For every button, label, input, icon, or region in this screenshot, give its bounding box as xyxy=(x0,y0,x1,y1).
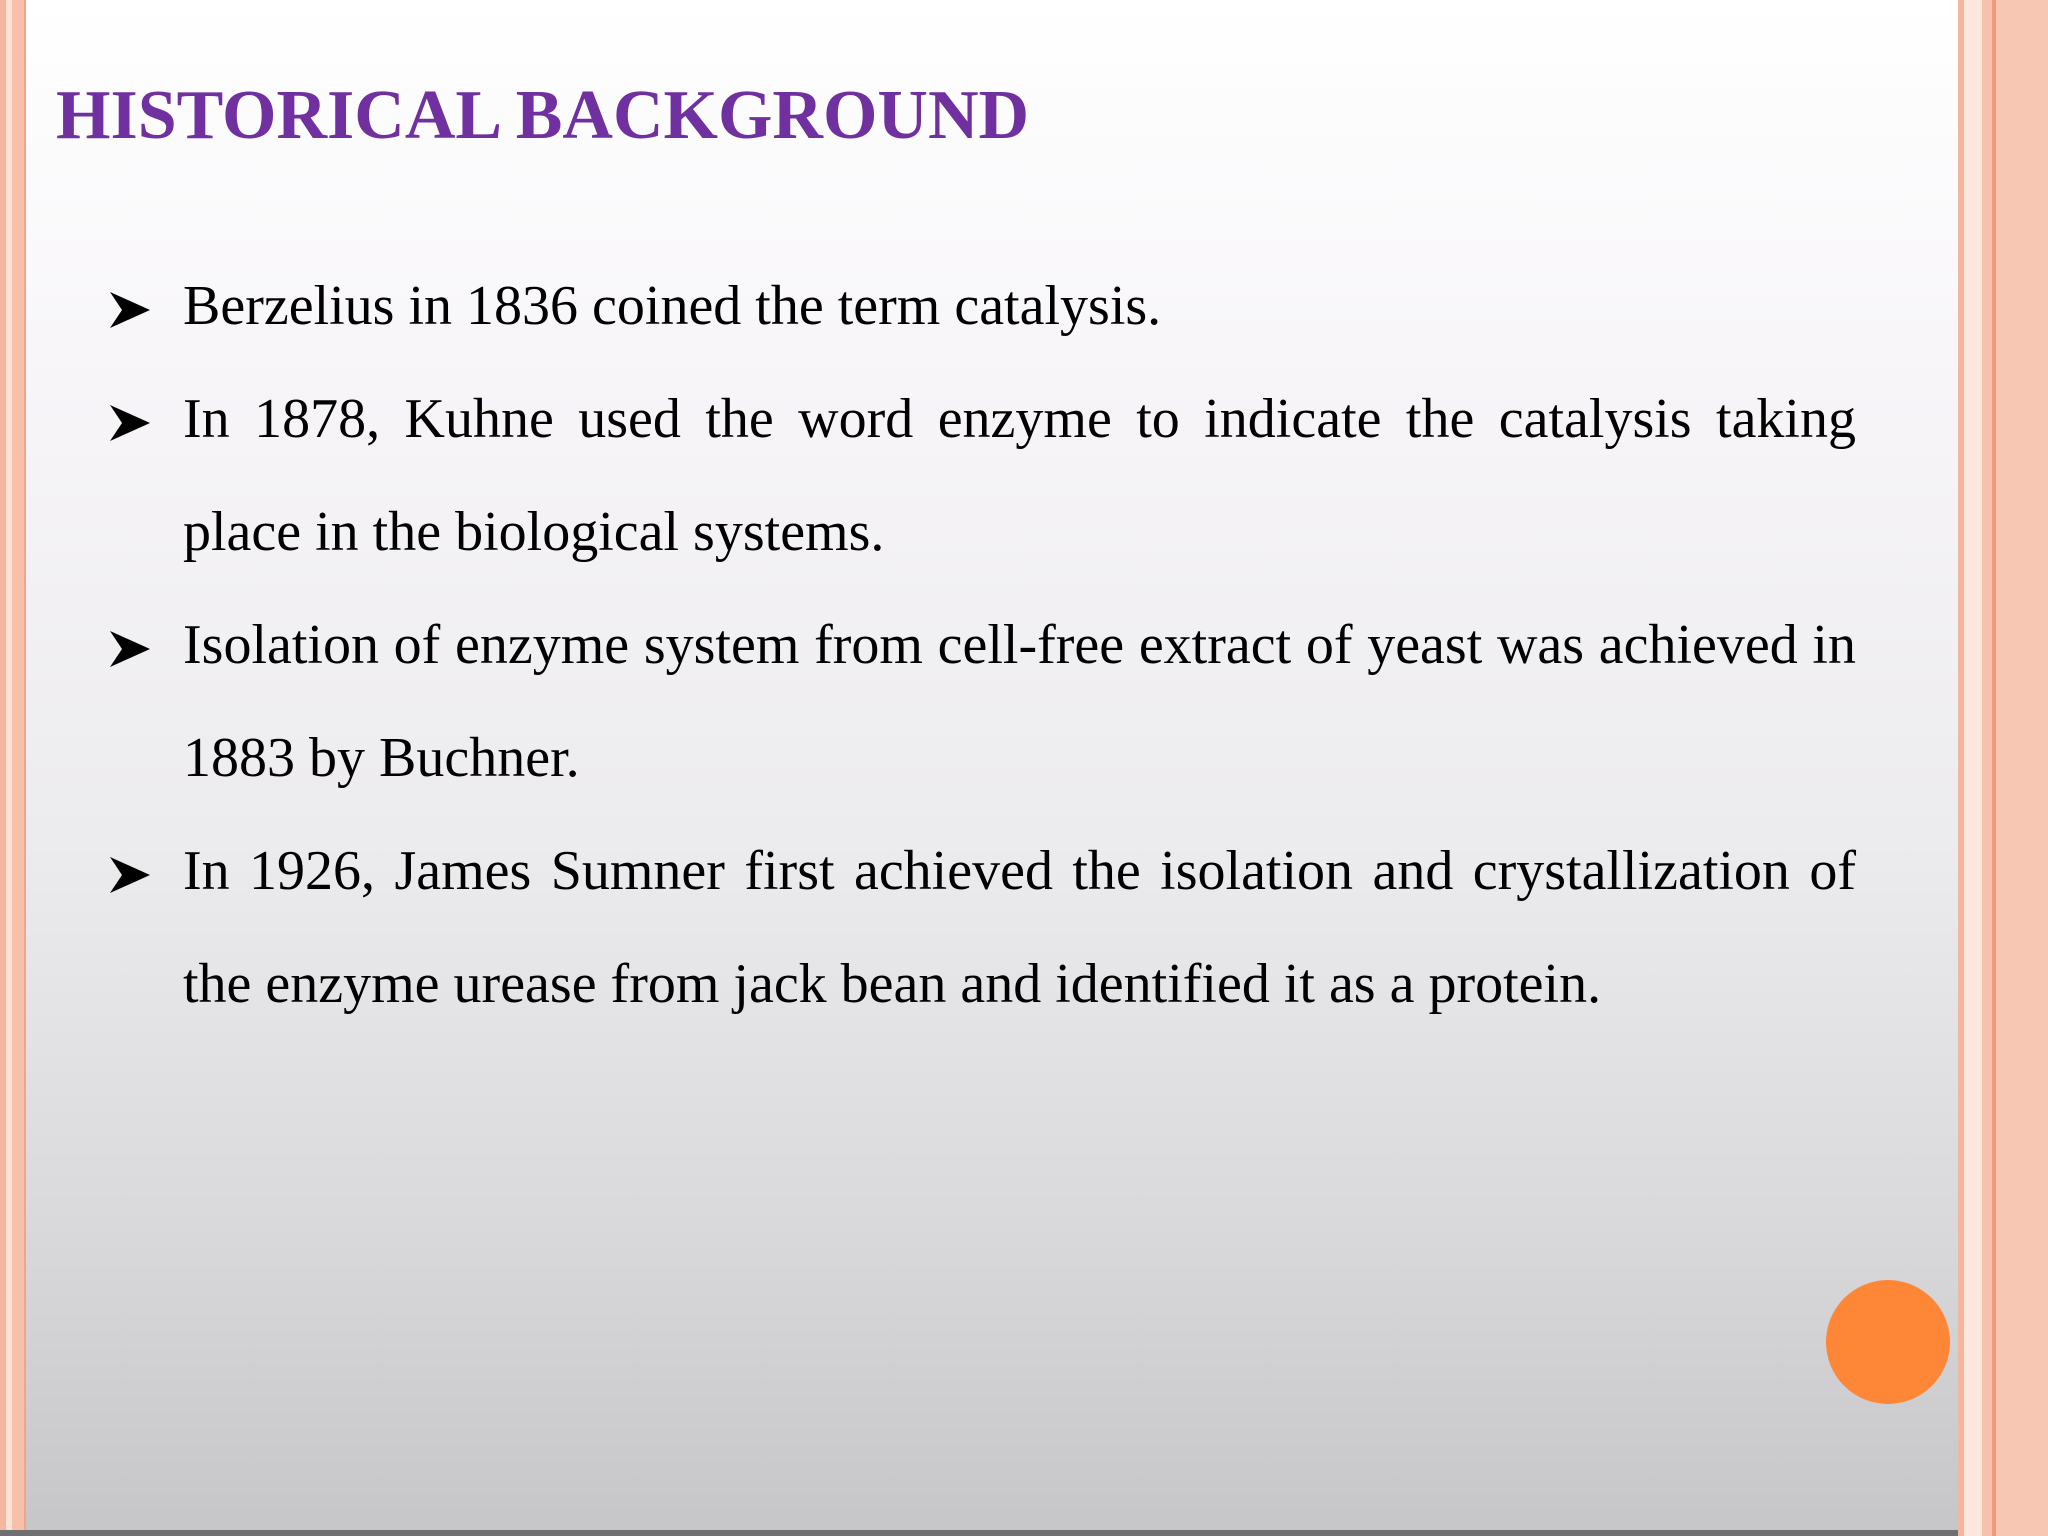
slide-title: HISTORICAL BACKGROUND xyxy=(56,77,1030,154)
right-border-stripe xyxy=(1964,0,1982,1536)
bottom-border-line xyxy=(0,1530,1958,1536)
arrowhead-bullet-icon xyxy=(108,855,152,895)
bullet-text: In 1878, Kuhne used the word enzyme to indicate the catalysis taking place in the biological systems. xyxy=(183,388,1856,563)
bullet-text: Isolation of enzyme system from cell-free extract of yeast was achieved in 1883 by Buchner. xyxy=(183,614,1856,789)
bullet-text: In 1926, James Sumner first achieved the isolation and crystallization of the enzyme urease from jack bean and identified it as a protein. xyxy=(183,840,1856,1015)
bullet-text: Berzelius in 1836 coined the term catalysis. xyxy=(183,275,1162,337)
arrowhead-bullet-icon xyxy=(108,629,152,669)
arrowhead-bullet-icon xyxy=(108,290,152,330)
bullet-list xyxy=(108,250,1856,1041)
bullet-item xyxy=(108,250,1856,363)
right-border-band xyxy=(1982,0,2048,1536)
bullet-item xyxy=(108,589,1856,815)
left-border-decoration xyxy=(0,0,24,1536)
left-border-line xyxy=(24,0,26,1536)
bullet-item xyxy=(108,815,1856,1041)
bullet-item xyxy=(108,363,1856,589)
orange-circle-decoration xyxy=(1826,1280,1950,1404)
arrowhead-bullet-icon xyxy=(108,403,152,443)
